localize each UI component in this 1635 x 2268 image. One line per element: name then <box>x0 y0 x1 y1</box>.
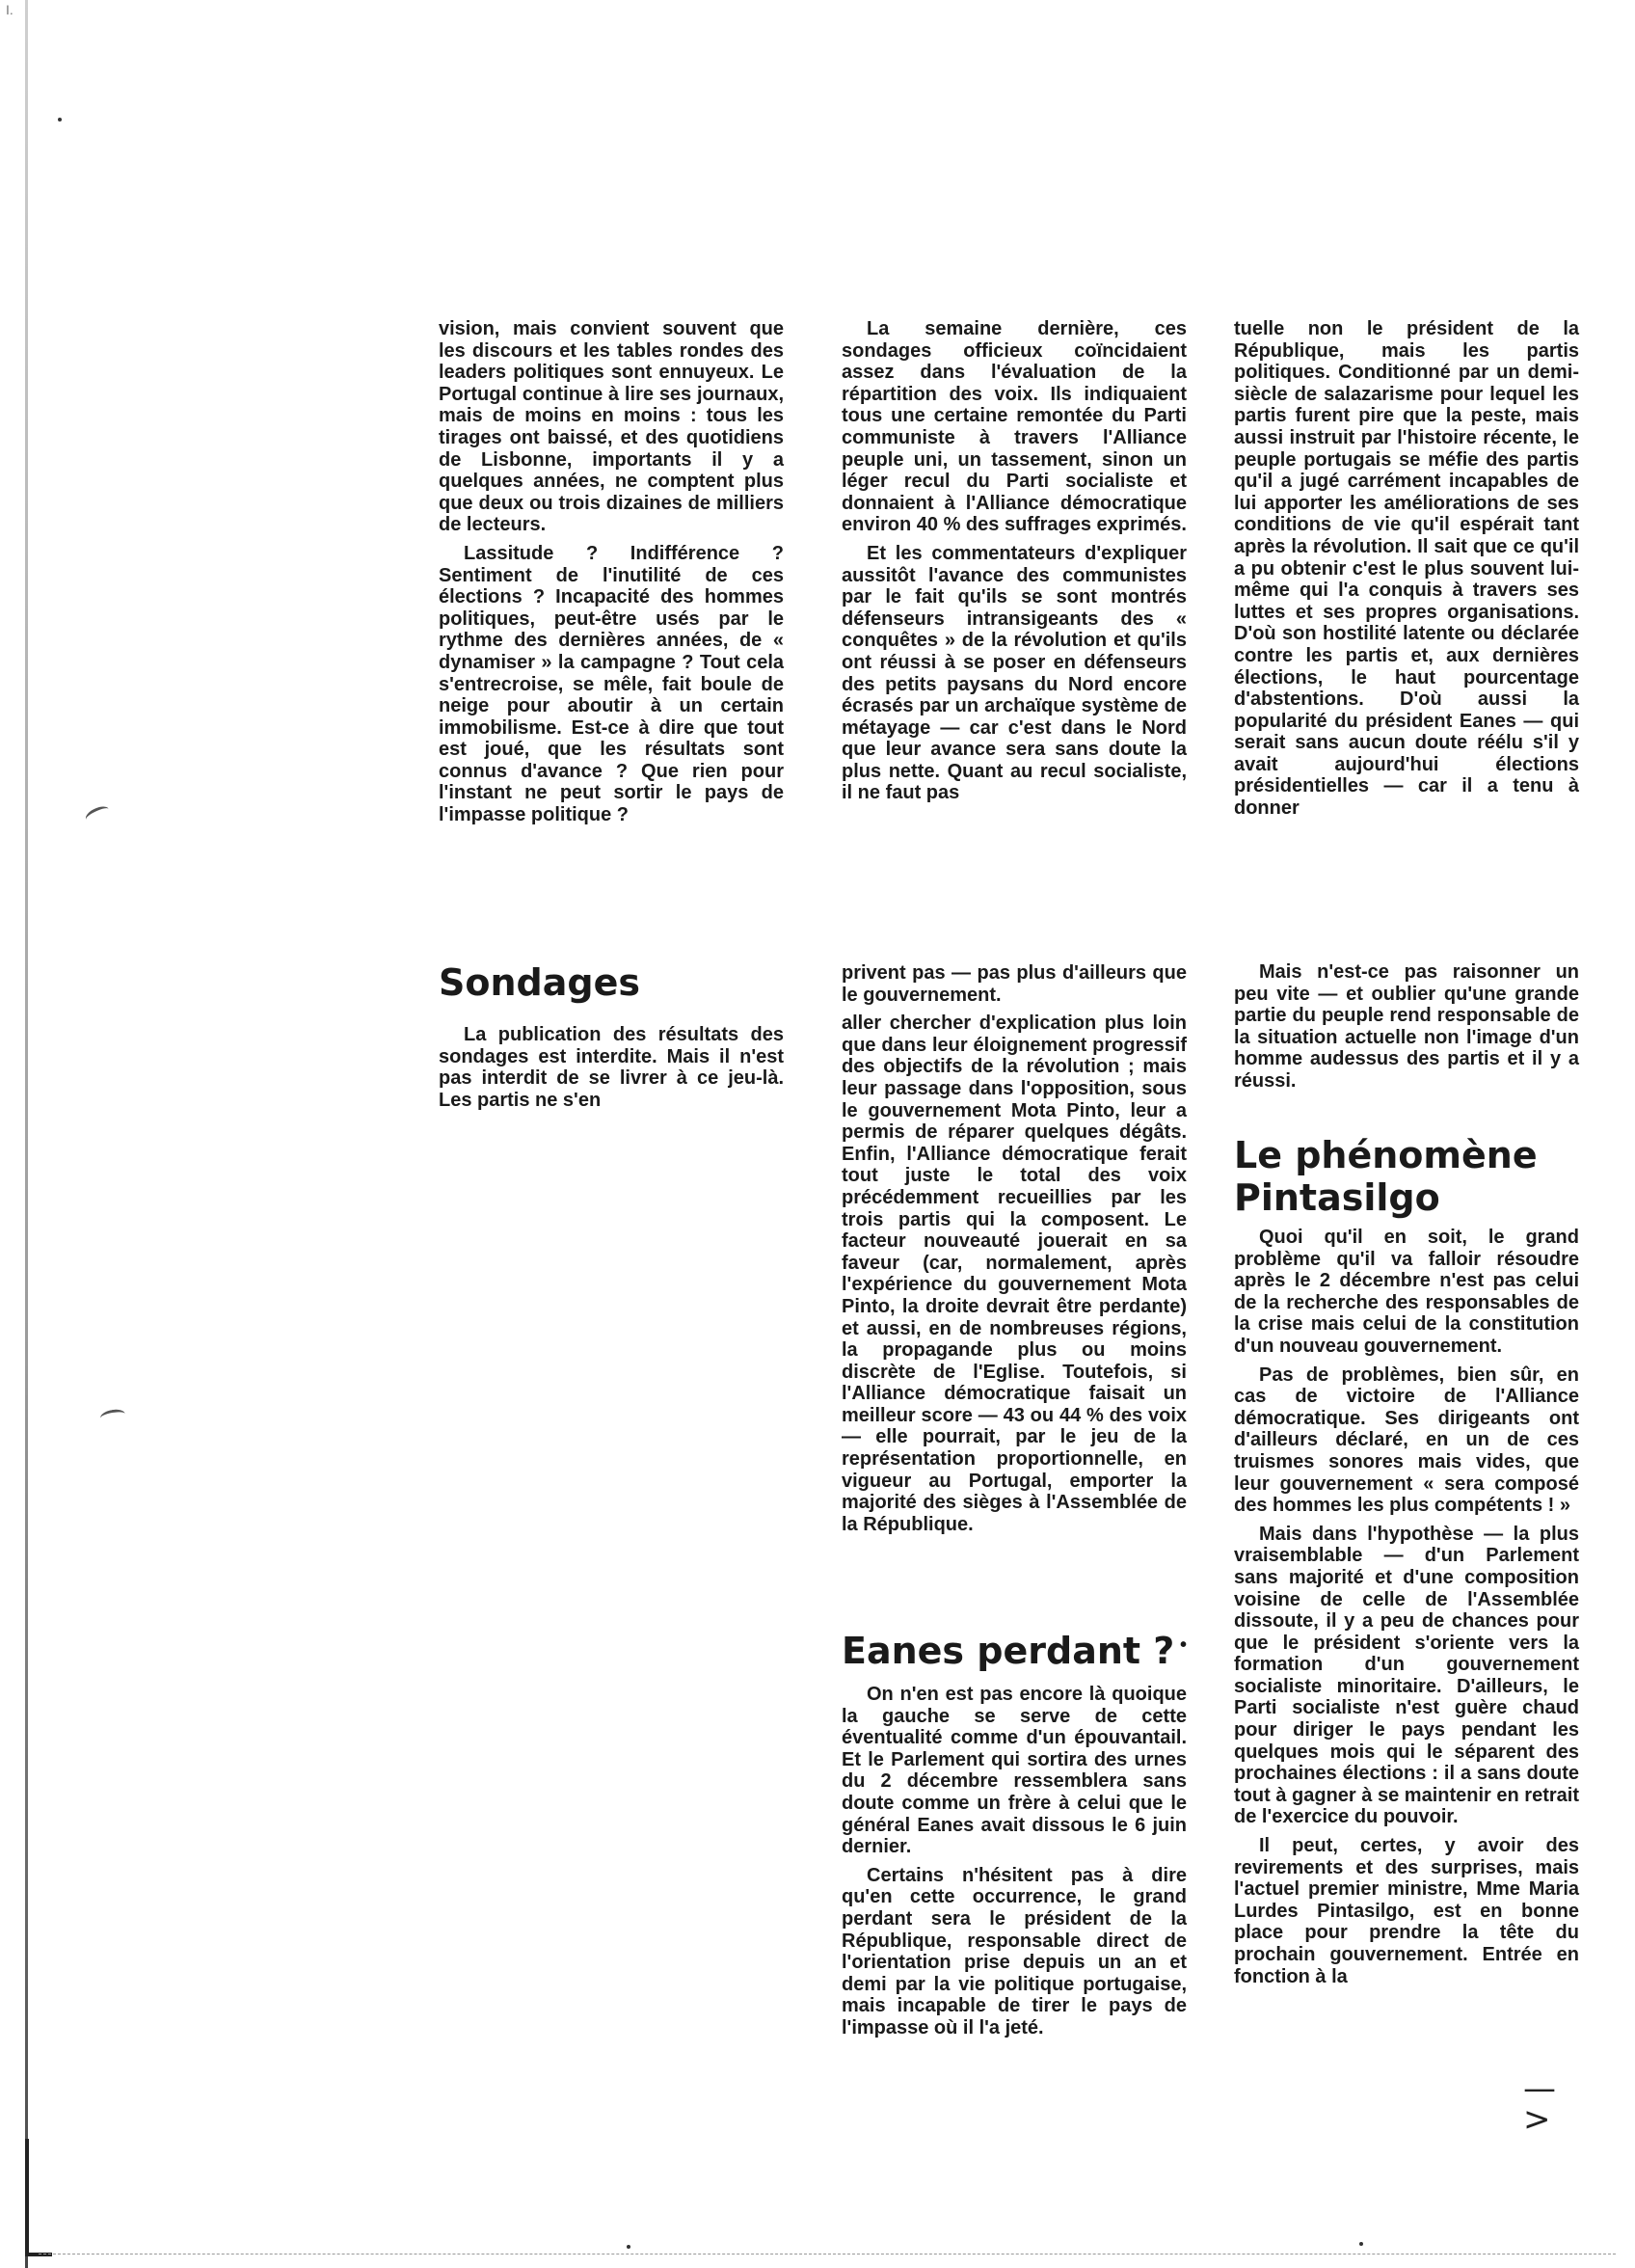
column-3-bottom <box>1234 1227 1579 1994</box>
paragraph: La semaine dernière, ces sondages officieux coïncidaient assez dans l'évaluation de la répartition des voix. Ils indiquaient tous une certaine remontée du Parti communiste à travers l'Alliance peuple uni, un tassement, sinon un léger recul du Parti socialiste et donnaient à l'Alliance démocratique environ 40 % des suffrages exprimés. <box>842 318 1187 536</box>
print-mark: • <box>1180 1634 1188 1656</box>
paragraph: Pas de problèmes, bien sûr, en cas de victoire de l'Alliance démocratique. Ses dirigeants ont d'ailleurs déclaré, en un de ces truismes sonores mais vides, que leur gouvernement « sera composé des hommes les plus compétents ! » <box>1234 1364 1579 1517</box>
scan-dot <box>627 2245 630 2249</box>
paragraph: On n'en est pas encore là quoique la gauche se serve de cette éventualité comme d'un épouvantail. Et le Parlement qui sortira des urnes du 2 décembre ressemblera sans doute comme un frère à celui que le général Eanes avait dissous le 6 juin dernier. <box>842 1684 1187 1858</box>
heading-eanes-perdant <box>842 1630 1187 1672</box>
paragraph: privent pas — pas plus d'ailleurs que le gouvernement. <box>842 962 1187 1006</box>
scan-mark <box>99 1408 126 1424</box>
column-3-top <box>1234 318 1579 826</box>
paragraph: Mais n'est-ce pas raisonner un peu vite — et oublier qu'une grande partie du peuple rend responsable de la situation actuelle non l'image d'un homme audessus des partis et il y a réussi. <box>1234 961 1579 1092</box>
scan-dot <box>58 118 62 122</box>
paragraph: vision, mais convient souvent que les discours et les tables rondes des leaders politiques sont ennuyeux. Le Portugal continue à lire ses journaux, mais de moins en moins : tous les tirages ont baissé, et des quotidiens de Lisbonne, importants il y a quelques années, ne comptent plus que deux ou trois dizaines de milliers de lecteurs. <box>439 318 784 536</box>
column-1-bottom <box>439 1024 784 1118</box>
column-1-top <box>439 318 784 833</box>
page-marker: I. <box>6 2 13 17</box>
page-edge <box>25 0 28 2268</box>
scan-mark <box>83 803 111 825</box>
column-2-middle <box>842 962 1187 1542</box>
paragraph: Lassitude ? Indifférence ? Sentiment de l'inutilité de ces élections ? Incapacité des hommes politiques, peut-être usés par le rythme des dernières années, de « dynamiser » la campagne ? Tout cela s'entrecroise, se mêle, fait boule de neige pour aboutir à un certain immobilisme. Est-ce à dire que tout est joué, que les résultats sont connus d'avance ? Que rien pour l'instant ne peut sortir le pays de l'impasse politique ? <box>439 542 784 826</box>
paragraph: Il peut, certes, y avoir des revirements et des surprises, mais l'actuel premier ministre, Mme Maria Lurdes Pintasilgo, est en bonne place pour prendre la tête du prochain gouvernement. Entrée en fonction à la <box>1234 1835 1579 1987</box>
heading-pintasilgo <box>1234 1134 1600 1219</box>
heading-sondages <box>439 961 784 1004</box>
continue-arrow-icon: —> <box>1523 2069 1556 2139</box>
paragraph: Certains n'hésitent pas à dire qu'en cette occurrence, le grand perdant sera le président de la République, responsable direct de l'orientation prise depuis un an et demi par la vie politique portugaise, mais incapable de tirer le pays de l'impasse où il l'a jeté. <box>842 1864 1187 2038</box>
paragraph: La publication des résultats des sondages est interdite. Mais il n'est pas interdit de se livrer à ce jeu-là. Les partis ne s'en <box>439 1024 784 1111</box>
scan-dot <box>1359 2242 1363 2246</box>
paragraph: aller chercher d'explication plus loin que dans leur éloignement progressif des objectifs de la révolution ; mais leur passage dans l'opposition, sous le gouvernement Mota Pinto, leur a permis de réparer quelques dégâts. Enfin, l'Alliance démocratique ferait tout juste le total des voix précédemment recueillies par les trois partis qui la composent. Le facteur nouveauté jouerait en sa faveur (car, normalement, après l'expérience du gouvernement Mota Pinto, la droite devrait être perdante) et aussi, en de nombreuses régions, la propagande plus ou moins discrète de l'Eglise. Toutefois, si l'Alliance démocratique faisait un meilleur score — 43 ou 44 % des voix — elle pourrait, par le jeu de la représentation proportionnelle, en vigueur au Portugal, emporter la majorité des sièges à l'Assemblée de la République. <box>842 1012 1187 1535</box>
paragraph: Et les commentateurs d'expliquer aussitôt l'avance des communistes par le fait qu'ils se sont montrés défenseurs intransigeants des « conquêtes » de la révolution et qu'ils ont réussi à se poser en défenseurs des petits paysans du Nord encore écrasés par un archaïque système de métayage — car c'est dans le Nord que leur avance sera sans doute la plus nette. Quant au recul socialiste, il ne faut pas <box>842 542 1187 804</box>
section-heading: Sondages <box>439 961 640 1004</box>
section-heading: Le phénomène Pintasilgo <box>1234 1134 1538 1219</box>
section-heading: Eanes perdant ? <box>842 1630 1175 1672</box>
bottom-corner-mark <box>25 2139 52 2256</box>
column-2-top <box>842 318 1187 811</box>
column-3-middle <box>1234 961 1579 1099</box>
paragraph: tuelle non le président de la République, mais les partis politiques. Conditionné par un demi-siècle de salazarisme pour lequel les partis furent pire que la peste, mais aussi instruit par l'histoire récente, le peuple portugais se méfie des partis qu'il a jugé carrément incapables de lui apporter les améliorations de ses conditions de vie qu'il espérait tant après la révolution. Il sait que ce qu'il a pu obtenir c'est le plus souvent lui-même qui l'a conquis à travers ses luttes et ses propres organisations. D'où son hostilité latente ou déclarée contre les partis et, aux dernières élections, le haut pourcentage d'abstentions. D'où aussi la popularité du président Eanes — qui serait sans aucun doute réélu s'il y avait aujourd'hui élections présidentielles — car il a tenu à donner <box>1234 318 1579 820</box>
column-2-bottom <box>842 1684 1187 2046</box>
paragraph: Mais dans l'hypothèse — la plus vraisemblable — d'un Parlement sans majorité et d'une composition voisine de celle de l'Assemblée dissoute, il y a peu de chances pour que le président s'oriente vers la formation d'un gouvernement socialiste minoritaire. D'ailleurs, le Parti socialiste n'est guère chaud pour diriger le pays pendant les quelques mois qui le séparent des prochaines élections : il a sans doute tout à gagner à se maintenir en retrait de l'exercice du pouvoir. <box>1234 1523 1579 1828</box>
paragraph: Quoi qu'il en soit, le grand problème qu'il va falloir résoudre après le 2 décembre n'est pas celui de la recherche des responsables de la crise mais celui de la constitution d'un nouveau gouvernement. <box>1234 1227 1579 1357</box>
